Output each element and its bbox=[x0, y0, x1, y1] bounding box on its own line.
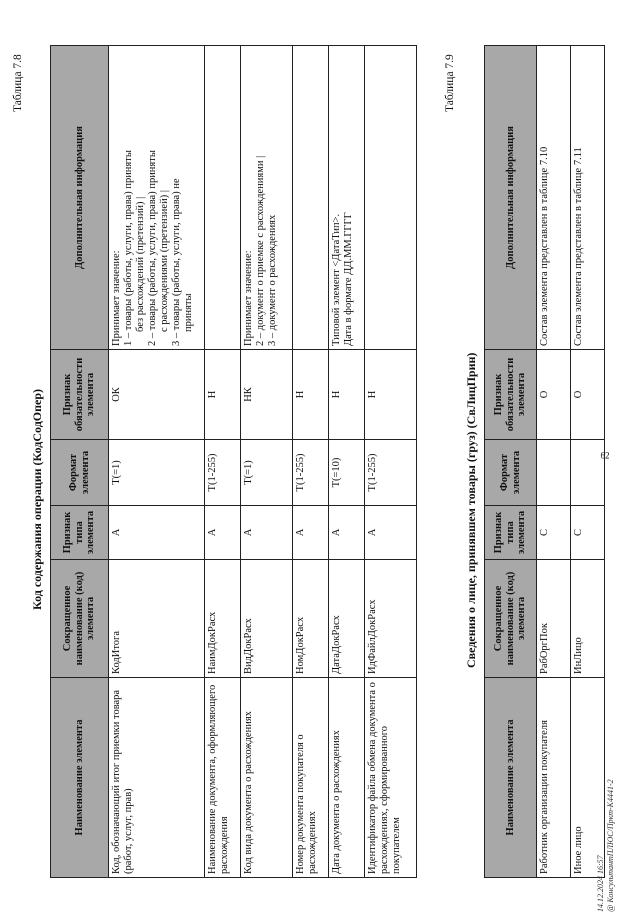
info-line: 2 – документ о приемке с расхождениями | bbox=[255, 155, 267, 346]
info-line: приняты bbox=[183, 293, 195, 332]
cell-type: А bbox=[241, 506, 293, 560]
header-code: Сокращенное наименование (код) элемента bbox=[485, 560, 537, 678]
table-row bbox=[109, 46, 205, 878]
info-line: 3 – документ о расхождениях bbox=[267, 214, 279, 346]
table-row bbox=[329, 46, 365, 878]
table-row bbox=[205, 46, 241, 878]
cell-info: Состав элемента представлен в таблице 7.11 bbox=[571, 46, 605, 350]
cell-mandatory: Н bbox=[293, 350, 329, 440]
cell-type: С bbox=[571, 506, 605, 560]
table-7-8-label: Таблица 7.8 bbox=[12, 54, 24, 112]
info-line: с расхождениями (претензией) | bbox=[159, 190, 171, 332]
cell-code: РабОргПок bbox=[537, 560, 571, 678]
table-7-8-header-row bbox=[51, 46, 109, 878]
header-info: Дополнительная информация bbox=[51, 46, 109, 350]
cell-name: Иное лицо bbox=[571, 678, 605, 878]
header-name: Наименование элемента bbox=[51, 678, 109, 878]
cell-type: А bbox=[365, 506, 417, 560]
cell-format: Т(=1) bbox=[241, 440, 293, 506]
cell-info bbox=[329, 46, 365, 350]
info-line: Дата в формате ДД.ММ.ГГГГ bbox=[343, 212, 355, 346]
cell-code: ДатаДокРасх bbox=[329, 560, 365, 678]
header-format: Формат элемента bbox=[485, 440, 537, 506]
cell-info: Состав элемента представлен в таблице 7.10 bbox=[537, 46, 571, 350]
table-row bbox=[571, 46, 605, 878]
cell-info bbox=[293, 46, 329, 350]
info-line: без расхождений (претензий) | bbox=[135, 196, 147, 332]
table-7-9-header-row bbox=[485, 46, 537, 878]
cell-code: КодИтога bbox=[109, 560, 205, 678]
table-7-9 bbox=[484, 45, 605, 878]
cell-name: Наименование документа, оформляющего расхождения bbox=[205, 678, 241, 878]
cell-mandatory: ОК bbox=[109, 350, 205, 440]
cell-name: Код вида документа о расхождениях bbox=[241, 678, 293, 878]
header-type: Признак типа элемента bbox=[485, 506, 537, 560]
cell-name: Номер документа покупателя о расхождениях bbox=[293, 678, 329, 878]
table-7-9-title: Сведения о лице, принявшем товары (груз) (СвЛицПрин) bbox=[464, 352, 478, 668]
info-line: 2 – товары (работы, услуги, права) приняты bbox=[147, 150, 159, 346]
cell-code: ВидДокРасх bbox=[241, 560, 293, 678]
cell-info bbox=[109, 46, 205, 350]
cell-info bbox=[205, 46, 241, 350]
info-line: 1 – товары (работы, услуги, права) приняты bbox=[123, 150, 135, 346]
cell-format bbox=[571, 440, 605, 506]
footer-date: 14.12.2024 16:57 bbox=[596, 855, 605, 912]
cell-code: НомДокРасх bbox=[293, 560, 329, 678]
table-row bbox=[241, 46, 293, 878]
footer-stamp bbox=[596, 779, 617, 912]
cell-format: Т(=1) bbox=[109, 440, 205, 506]
cell-name: Код, обозначающий итог приемки товара (работ, услуг, прав) bbox=[109, 678, 205, 878]
cell-type: С bbox=[537, 506, 571, 560]
header-type: Признак типа элемента bbox=[51, 506, 109, 560]
cell-type: А bbox=[293, 506, 329, 560]
cell-mandatory: Н bbox=[205, 350, 241, 440]
cell-format: Т(1-255) bbox=[293, 440, 329, 506]
info-line: Принимает значение: bbox=[111, 250, 122, 346]
cell-mandatory: Н bbox=[365, 350, 417, 440]
header-name: Наименование элемента bbox=[485, 678, 537, 878]
cell-format bbox=[537, 440, 571, 506]
table-row bbox=[365, 46, 417, 878]
cell-info bbox=[241, 46, 293, 350]
cell-code: НаимДокРасх bbox=[205, 560, 241, 678]
cell-name: Идентификатор файла обмена документа о расхождениях, сформированного покупателем bbox=[365, 678, 417, 878]
table-7-8 bbox=[50, 45, 417, 878]
header-code: Сокращенное наименование (код) элемента bbox=[51, 560, 109, 678]
cell-mandatory: НК bbox=[241, 350, 293, 440]
header-info: Дополнительная информация bbox=[485, 46, 537, 350]
cell-mandatory: Н bbox=[329, 350, 365, 440]
cell-code: ИнЛицо bbox=[571, 560, 605, 678]
header-mandatory: Признак обязательности элемента bbox=[51, 350, 109, 440]
cell-type: А bbox=[329, 506, 365, 560]
table-7-8-title: Код содержания операции (КодСодОпер) bbox=[30, 388, 44, 610]
cell-code: ИдФайлДокРасх bbox=[365, 560, 417, 678]
info-line: Принимает значение: bbox=[243, 250, 254, 346]
table-row bbox=[537, 46, 571, 878]
cell-format: Т(1-255) bbox=[205, 440, 241, 506]
cell-format: Т(1-255) bbox=[365, 440, 417, 506]
footer-source: @ КонсультантПЛЮС/Пркт-К4441-2 bbox=[606, 779, 616, 912]
cell-type: А bbox=[109, 506, 205, 560]
header-mandatory: Признак обязательности элемента bbox=[485, 350, 537, 440]
table-7-9-label: Таблица 7.9 bbox=[444, 54, 456, 112]
cell-info bbox=[365, 46, 417, 350]
cell-type: А bbox=[205, 506, 241, 560]
page-number: 62 bbox=[600, 450, 610, 461]
cell-name: Дата документа о расхождениях bbox=[329, 678, 365, 878]
header-format: Формат элемента bbox=[51, 440, 109, 506]
info-line: 3 – товары (работы, услуги, права) не bbox=[171, 178, 183, 346]
cell-name: Работник организации покупателя bbox=[537, 678, 571, 878]
cell-mandatory: О bbox=[571, 350, 605, 440]
cell-format: Т(=10) bbox=[329, 440, 365, 506]
table-row bbox=[293, 46, 329, 878]
info-line: Типовой элемент <ДатаТип>. bbox=[331, 213, 342, 346]
cell-mandatory: О bbox=[537, 350, 571, 440]
